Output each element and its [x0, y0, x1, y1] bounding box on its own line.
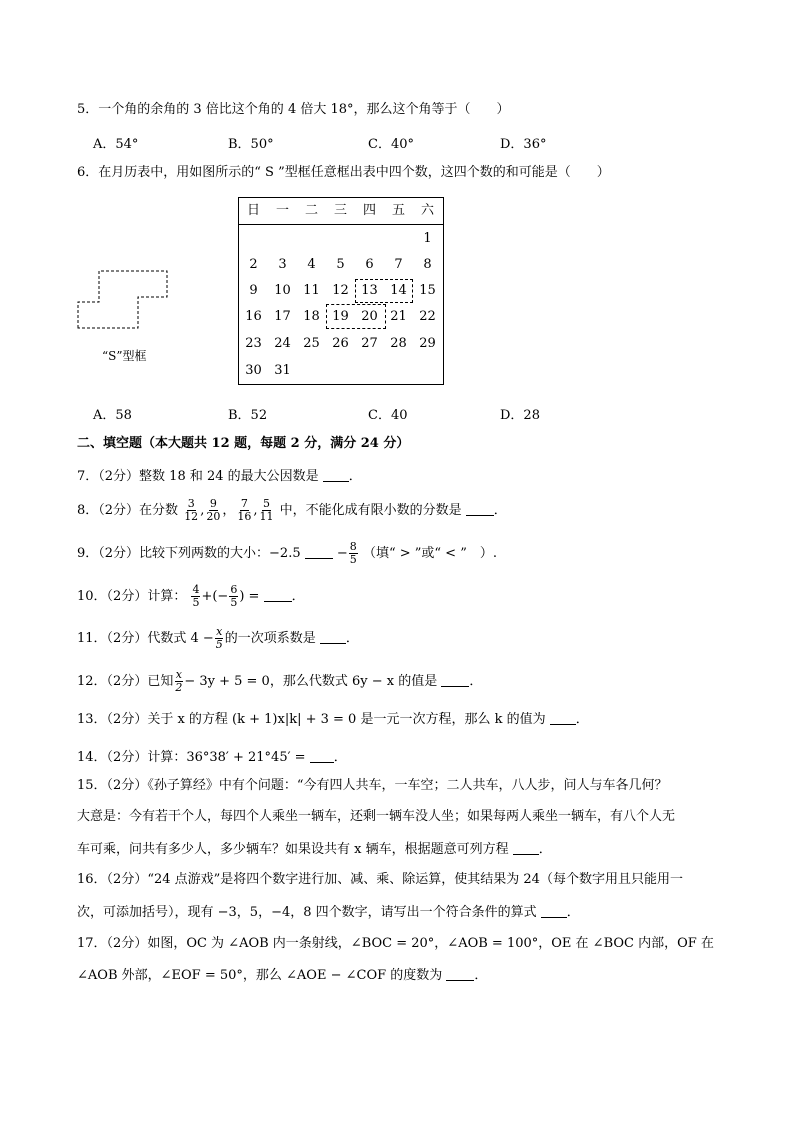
calendar-day-cell: 3 [278, 257, 287, 272]
calendar-day-cell: 26 [332, 336, 349, 351]
fraction-6-5: $\frac{6}{5}$ [230, 583, 238, 609]
calendar-day-cell: 29 [419, 336, 436, 351]
calendar-day-cell: 28 [390, 336, 407, 351]
paren-equals: ) = [239, 589, 260, 604]
option-b: B．52 [228, 408, 268, 423]
question-7 [77, 467, 362, 486]
question-9-post: （填“ > ”或“ < ” ）. [362, 546, 497, 561]
answer-blank[interactable] [466, 501, 494, 516]
answer-blank[interactable] [513, 840, 539, 855]
question-16-line-1: 16．（2分）“24 点游戏”是将四个数字进行加、减、乘、除运算，使其结果为 24（每个数字用且只能用一 [77, 872, 683, 887]
answer-blank[interactable] [541, 903, 567, 918]
period: ． [474, 968, 488, 983]
question-8-pre: 8．（2分）在分数 [77, 503, 179, 518]
plus-paren: +(− [201, 589, 229, 604]
calendar-header [239, 198, 443, 225]
calendar-day-cell: 9 [249, 283, 258, 298]
answer-blank[interactable] [441, 672, 469, 687]
question-9 [77, 541, 497, 566]
question-10-pre: 10．（2分）计算： [77, 589, 187, 604]
calendar-header-cell: 日 [246, 203, 260, 218]
s-frame-label: “S”型框 [102, 349, 147, 363]
calendar-day-cell: 16 [245, 309, 262, 324]
calendar-day-cell: 4 [307, 257, 316, 272]
answer-blank[interactable] [550, 710, 576, 725]
calendar-day-cell: 31 [274, 363, 291, 378]
option-a: A．58 [93, 408, 132, 423]
fraction-8-5: $\frac{8}{5}$ [349, 540, 357, 566]
answer-blank[interactable] [305, 544, 333, 559]
calendar-day-cell: 12 [332, 283, 349, 298]
answer-blank[interactable] [446, 966, 474, 981]
question-7-text: 7．（2分）整数 18 和 24 的最大公因数是 [77, 469, 319, 484]
period: ． [469, 674, 483, 689]
calendar-header-cell: 一 [275, 203, 289, 218]
question-17-text: ∠AOB 外部，∠EOF = 50°，那么 ∠AOE − ∠COF 的度数为 [77, 968, 443, 983]
answer-blank[interactable] [320, 629, 346, 644]
fraction-9-20: $\frac{9}{20}$ [206, 497, 221, 523]
question-13-text: 13．（2分）关于 x 的方程 (k + 1)x|k| + 3 = 0 是一元一次方程，那么 k 的值为 [77, 712, 546, 727]
calendar-day-cell: 27 [361, 336, 378, 351]
calendar-day-cell: 21 [390, 309, 407, 324]
calendar-day-cell: 10 [274, 283, 291, 298]
calendar-day-cell: 5 [336, 257, 345, 272]
calendar-day-cell: 15 [419, 283, 436, 298]
question-14 [77, 748, 347, 767]
calendar-header-cell: 四 [362, 203, 376, 218]
question-6 [77, 164, 610, 182]
option-d: D．36° [500, 137, 547, 152]
question-11 [77, 626, 359, 651]
question-14-text: 14．（2分）计算：36°38′ + 21°45′ = [77, 750, 306, 765]
question-13 [77, 710, 589, 729]
period: ． [493, 503, 507, 518]
question-15-text: 车可乘，问共有多少人，多少辆车？如果设共有 x 辆车，根据题意可列方程 [77, 842, 509, 857]
question-17-line-2 [77, 966, 487, 985]
option-c: C．40 [368, 408, 408, 423]
question-12-pre: 12．（2分）已知 [77, 674, 174, 689]
calendar-day-cell: 25 [303, 336, 320, 351]
calendar-day-cell: 20 [361, 309, 378, 324]
period: ． [538, 842, 552, 857]
calendar-header-cell: 三 [333, 203, 347, 218]
answer-blank[interactable] [323, 467, 349, 482]
calendar-day-cell: 24 [274, 336, 291, 351]
minus-sign: − [336, 546, 348, 561]
s-frame-bottom-highlight [326, 304, 386, 329]
question-10 [77, 584, 305, 609]
option-b: B．50° [228, 137, 274, 152]
question-5-text: 5．一个角的余角的 3 倍比这个角的 4 倍大 18°，那么这个角等于（ ） [77, 102, 510, 117]
period: ． [566, 905, 580, 920]
question-8-post: 中，不能化成有限小数的分数是 [279, 503, 462, 518]
question-12 [77, 669, 482, 694]
fraction-4-5: $\frac{4}{5}$ [192, 583, 200, 609]
period: ． [348, 469, 362, 484]
fraction-x-2: $\frac{x}{2}$ [175, 668, 183, 694]
fraction-5-11: $\frac{5}{11}$ [259, 497, 274, 523]
calendar-day-cell: 17 [274, 309, 291, 324]
calendar-day-cell: 6 [365, 257, 374, 272]
question-8: 8．（2分）在分数 $\frac{3}{12}$ , $\frac{9}{20}$ ， $\frac{7}{16}$ , $\frac{5}{11}$ 中，不能化成有限小数的分数是 ． [77, 497, 507, 523]
calendar-day-cell: 30 [245, 363, 262, 378]
calendar-day-cell: 7 [394, 257, 403, 272]
calendar-day-cell: 8 [423, 257, 432, 272]
period: ． [575, 712, 589, 727]
question-15-line-3 [77, 840, 552, 859]
s-frame-figure [76, 268, 172, 330]
question-5 [77, 101, 510, 119]
question-12-text: − 3y + 5 = 0，那么代数式 6y − x 的值是 [184, 674, 438, 689]
fraction-7-16: $\frac{7}{16}$ [237, 497, 252, 523]
option-c: C．40° [368, 137, 414, 152]
calendar-day-cell: 14 [390, 283, 407, 298]
calendar-header-cell: 六 [420, 203, 434, 218]
question-17-line-1: 17．（2分）如图，OC 为 ∠AOB 内一条射线，∠BOC = 20°，∠AOB = 100°，OE 在 ∠BOC 内部，OF 在 [77, 936, 714, 951]
period: ． [333, 750, 347, 765]
calendar-header-cell: 五 [391, 203, 405, 218]
calendar-day-cell: 1 [423, 231, 432, 246]
option-a: A．54° [93, 137, 139, 152]
question-16-text: 次，可添加括号），现有 −3，5，−4，8 四个数字，请写出一个符合条件的算式 [77, 905, 537, 920]
calendar-day-cell: 22 [419, 309, 436, 324]
s-frame-top-highlight [355, 279, 413, 303]
section-2-heading: 二、填空题（本大题共 12 题，每题 2 分，满分 24 分） [77, 436, 410, 451]
period: ． [345, 631, 359, 646]
answer-blank[interactable] [310, 748, 334, 763]
calendar-day-cell: 13 [361, 283, 378, 298]
calendar-day-cell: 18 [303, 309, 320, 324]
calendar-day-cell: 23 [245, 336, 262, 351]
fraction-3-12: $\frac{3}{12}$ [184, 497, 199, 523]
period: ． [291, 589, 305, 604]
answer-blank[interactable] [264, 587, 292, 602]
question-6-text: 6．在月历表中，用如图所示的“ S ”型框任意框出表中四个数，这四个数的和可能是（ ） [77, 165, 610, 180]
option-d: D．28 [500, 408, 540, 423]
question-15-line-1: 15．（2分）《孙子算经》中有个问题：“今有四人共车，一车空；二人共车，八人步，问人与车各几何？ [77, 778, 668, 793]
question-15-line-2: 大意是：今有若干个人，每四个人乘坐一辆车，还剩一辆车没人坐；如果每两人乘坐一辆车，有八个人无 [77, 809, 676, 824]
question-11-pre: 11．（2分）代数式 4 − [77, 631, 214, 646]
fraction-x-5: $\frac{x}{5}$ [215, 625, 223, 651]
calendar-table [238, 197, 444, 385]
question-9-pre: 9．（2分）比较下列两数的大小：−2.5 [77, 546, 301, 561]
question-11-post: 的一次项系数是 [224, 631, 316, 646]
calendar-day-cell: 2 [249, 257, 258, 272]
calendar-day-cell: 11 [303, 283, 320, 298]
calendar-header-cell: 二 [304, 203, 318, 218]
question-16-line-2 [77, 903, 580, 922]
calendar-day-cell: 19 [332, 309, 349, 324]
